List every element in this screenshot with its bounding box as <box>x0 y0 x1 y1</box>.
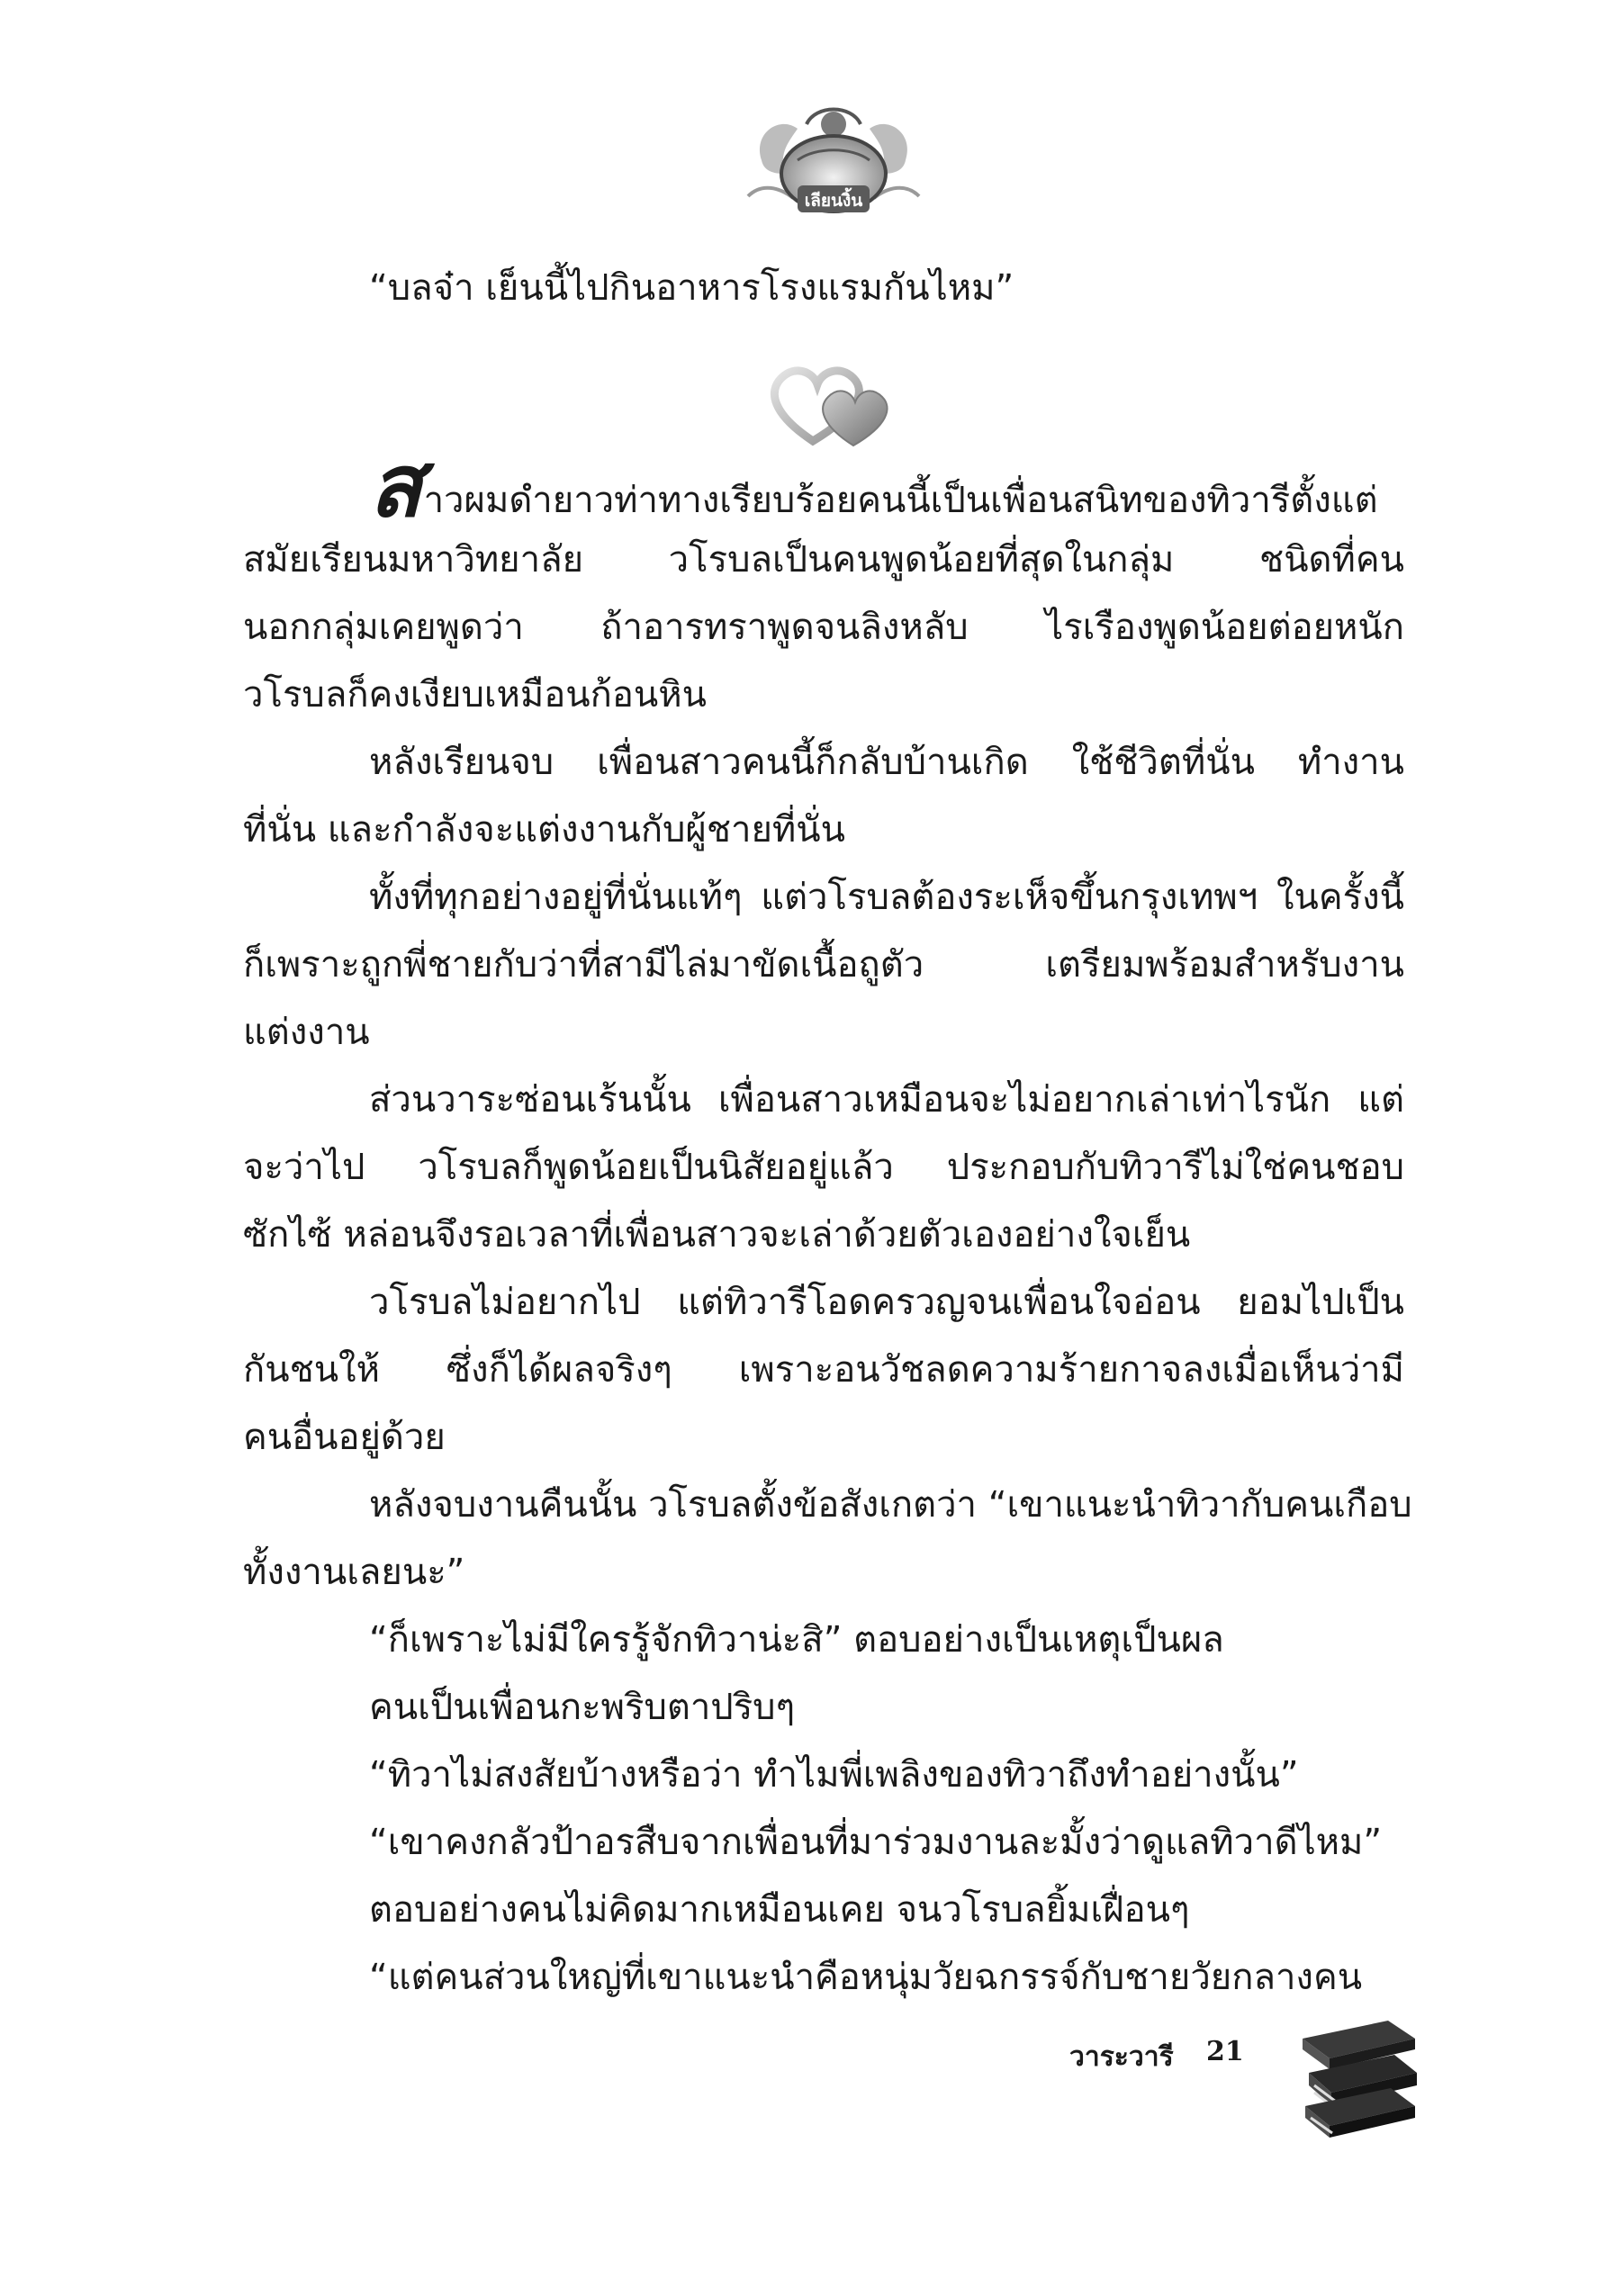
opening-line: “บลจ๋า เย็นนี้ไปกินอาหารโรงแรมกันไหม” <box>369 267 1014 309</box>
text-line: หลังจบงานคืนนั้น วโรบลตั้งข้อสังเกตว่า “เขาแนะนำทิวากับคนเกือบ <box>369 1484 1412 1526</box>
page-number: 21 <box>1206 2036 1244 2067</box>
drop-cap: ส <box>369 436 422 536</box>
text-line: ซักไซ้ หล่อนจึงรอเวลาที่เพื่อนสาวจะเล่าด้วยตัวเองอย่างใจเย็น <box>243 1214 1191 1256</box>
text-line: นอกกลุ่มเคยพูดว่า ถ้าอารทราพูดจนลิงหลับ ไรเรืองพูดน้อยต่อยหนัก <box>243 607 1404 648</box>
text-line: “เขาคงกลัวป้าอรสืบจากเพื่อนที่มาร่วมงานละมั้งว่าดูแลทิวาดีไหม” <box>369 1822 1383 1863</box>
line-text: าวผมดำยาวท่าทางเรียบร้อยคนนี้เป็นเพื่อนสนิทของทิวารีตั้งแต่ <box>423 480 1378 521</box>
text-line: กันชนให้ ซึ่งก็ได้ผลจริงๆ เพราะอนวัชลดความร้ายกาจลงเมื่อเห็นว่ามี <box>243 1349 1404 1391</box>
text-line: ก็เพราะถูกพี่ชายกับว่าที่สามีไล่มาขัดเนื้อถูตัว เตรียมพร้อมสำหรับงาน <box>243 944 1404 986</box>
text-line: “ก็เพราะไม่มีใครรู้จักทิวาน่ะสิ” ตอบอย่างเป็นเหตุเป็นผล <box>369 1619 1224 1661</box>
text-line: “แต่คนส่วนใหญ่ที่เขาแนะนำคือหนุ่มวัยฉกรรจ์กับชายวัยกลางคน <box>369 1957 1363 1998</box>
text-line: แต่งงาน <box>243 1012 370 1053</box>
text-line: “ทิวาไม่สงสัยบ้างหรือว่า ทำไมพี่เพลิงของทิวาถึงทำอย่างนั้น” <box>369 1754 1299 1796</box>
text-line: ทั้งงานเลยนะ” <box>243 1552 465 1593</box>
text-line: คนอื่นอยู่ด้วย <box>243 1417 446 1458</box>
text-line: ที่นั่น และกำลังจะแต่งงานกับผู้ชายที่นั่น <box>243 809 845 851</box>
text-line <box>243 436 1404 536</box>
body-text <box>243 436 1412 2012</box>
ornamental-crest-icon <box>744 97 924 223</box>
text-line: วโรบลก็คงเงียบเหมือนก้อนหิน <box>243 674 707 716</box>
text-line: ทั้งที่ทุกอย่างอยู่ที่นั่นแท้ๆ แต่วโรบลต้องระเห็จขึ้นกรุงเทพฯ ในครั้งนี้ <box>369 877 1404 918</box>
text-line: สมัยเรียนมหาวิทยาลัย วโรบลเป็นคนพูดน้อยที่สุดในกลุ่ม ชนิดที่คน <box>243 539 1404 581</box>
hearts-icon <box>763 356 898 455</box>
text-line: คนเป็นเพื่อนกะพริบตาปริบๆ <box>369 1687 796 1728</box>
text-line: วโรบลไม่อยากไป แต่ทิวารีโอดครวญจนเพื่อนใจอ่อน ยอมไปเป็น <box>369 1282 1404 1323</box>
text-line: ตอบอย่างคนไม่คิดมากเหมือนเคย จนวโรบลยิ้มเฝื่อนๆ <box>369 1889 1190 1931</box>
stacked-books-icon <box>1289 2003 1424 2138</box>
text-line: จะว่าไป วโรบลก็พูดน้อยเป็นนิสัยอยู่แล้ว ประกอบกับทิวารีไม่ใช่คนชอบ <box>243 1147 1404 1188</box>
emblem-text: เลียนงิ้น <box>804 191 863 211</box>
running-footer-title: วาระวารี <box>1069 2041 1174 2073</box>
text-line: ส่วนวาระซ่อนเร้นนั้น เพื่อนสาวเหมือนจะไม่อยากเล่าเท่าไรนัก แต่ <box>369 1079 1404 1121</box>
text-line: หลังเรียนจบ เพื่อนสาวคนนี้ก็กลับบ้านเกิด ใช้ชีวิตที่นั่น ทำงาน <box>369 742 1404 783</box>
